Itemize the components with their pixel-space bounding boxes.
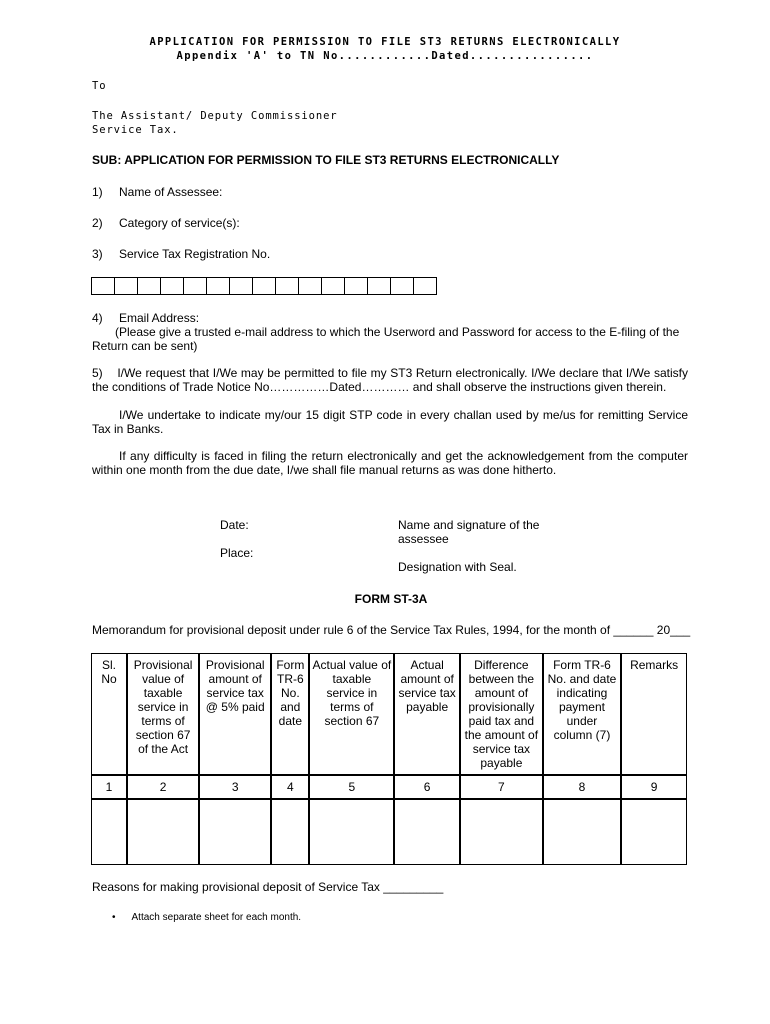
entry-cell-2[interactable] — [127, 799, 199, 865]
subject-line: SUB: APPLICATION FOR PERMISSION TO FILE ST3 RETURNS ELECTRONICALLY — [92, 153, 560, 167]
form-title: FORM ST-3A — [354, 592, 428, 606]
table-header-row — [91, 653, 687, 775]
designation-label: Designation with Seal. — [398, 560, 517, 574]
col-header-actual-value: Actual value of taxable service in terms of section 67 — [309, 653, 394, 775]
col-header-provisional-amount: Provisional amount of service tax @ 5% paid — [199, 653, 271, 775]
addressee-line2: Service Tax. — [92, 124, 179, 136]
entry-cell-7[interactable] — [460, 799, 543, 865]
bullet-dot-icon: • — [112, 912, 116, 923]
col-number-5: 5 — [309, 775, 394, 799]
stp-code-paragraph: I/We undertake to indicate my/our 15 digit STP code in every challan used by me/us for remitting Service Tax in Banks. — [92, 408, 688, 436]
table-number-row — [91, 775, 687, 799]
col-header-form-tr6: Form TR-6 No. and date — [271, 653, 309, 775]
entry-cell-6[interactable] — [394, 799, 460, 865]
appendix-line: Appendix 'A' to TN No............Dated................ — [176, 50, 594, 62]
reasons-line: Reasons for making provisional deposit of Service Tax _________ — [92, 880, 444, 894]
item4-number: 4) — [92, 311, 103, 325]
col-header-form-tr6-payment: Form TR-6 No. and date indicating payment under column (7) — [543, 653, 621, 775]
email-address-label: Email Address: — [119, 311, 200, 325]
item5-paragraph — [92, 366, 688, 394]
item1-number: 1) — [92, 185, 103, 199]
col-header-provisional-value: Provisional value of taxable service in terms of section 67 of the Act — [127, 653, 199, 775]
entry-cell-8[interactable] — [543, 799, 621, 865]
col-number-1: 1 — [91, 775, 127, 799]
difficulty-paragraph: If any difficulty is faced in filing the return electronically and get the acknowledgement from the computer within one month from the due date, I/we shall file manual returns as was done hitherto. — [92, 449, 688, 477]
col-number-7: 7 — [460, 775, 543, 799]
item5-number: 5) — [92, 366, 103, 380]
document-title: APPLICATION FOR PERMISSION TO FILE ST3 RETURNS ELECTRONICALLY — [149, 36, 621, 48]
entry-cell-5[interactable] — [309, 799, 394, 865]
bullet-item — [112, 912, 301, 923]
addressee-line1: The Assistant/ Deputy Commissioner — [92, 110, 338, 122]
col-number-3: 3 — [199, 775, 271, 799]
col-header-remarks: Remarks — [621, 653, 687, 775]
table-entry-row[interactable] — [91, 799, 687, 865]
col-number-8: 8 — [543, 775, 621, 799]
col-number-6: 6 — [394, 775, 460, 799]
item3-number: 3) — [92, 247, 103, 261]
col-header-difference: Difference between the amount of provisionally paid tax and the amount of service tax payable — [460, 653, 543, 775]
col-header-sl-no: Sl. No — [91, 653, 127, 775]
entry-cell-1[interactable] — [91, 799, 127, 865]
col-number-2: 2 — [127, 775, 199, 799]
col-header-actual-amount: Actual amount of service tax payable — [394, 653, 460, 775]
assessee-name-label: Name of Assessee: — [119, 185, 223, 199]
service-category-label: Category of service(s): — [119, 216, 240, 230]
memorandum-line: Memorandum for provisional deposit under rule 6 of the Service Tax Rules, 1994, for the month of ______ 20___ — [92, 623, 691, 637]
col-number-4: 4 — [271, 775, 309, 799]
bullet-text: Attach separate sheet for each month. — [131, 912, 302, 923]
entry-cell-9[interactable] — [621, 799, 687, 865]
registration-no-label: Service Tax Registration No. — [119, 247, 271, 261]
name-signature-label: Name and signature of the assessee — [398, 518, 540, 546]
date-label: Date: — [220, 518, 249, 532]
registration-no-boxes[interactable] — [91, 277, 437, 295]
to-label: To — [92, 80, 107, 92]
item5-text: I/We request that I/We may be permitted to file my ST3 Return electronically. I/We declare that I/We satisfy the conditions of Trade Notice No……………Dated………… and shall observe the instructions given therein. — [92, 366, 689, 394]
col-number-9: 9 — [621, 775, 687, 799]
email-note: (Please give a trusted e-mail address to which the Userword and Password for access to the E-filing of the Return can be sent) — [92, 325, 680, 353]
item2-number: 2) — [92, 216, 103, 230]
entry-cell-3[interactable] — [199, 799, 271, 865]
st3a-table — [91, 653, 687, 865]
place-label: Place: — [220, 546, 254, 560]
entry-cell-4[interactable] — [271, 799, 309, 865]
